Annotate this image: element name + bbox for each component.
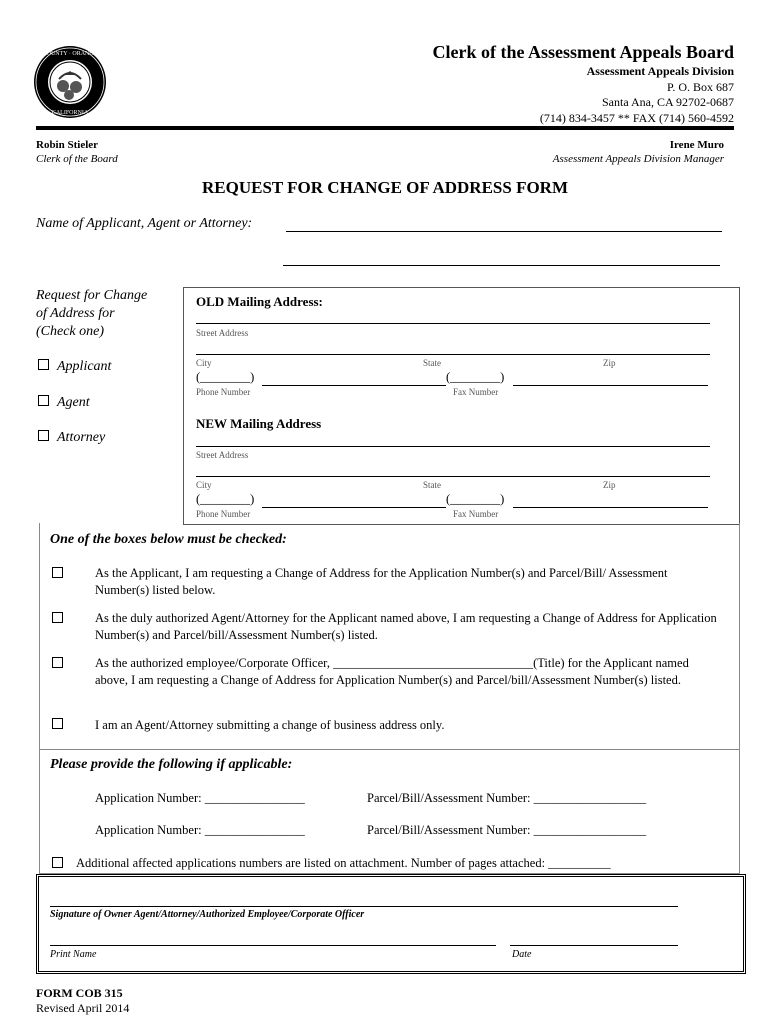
- print-name-field[interactable]: [50, 945, 496, 946]
- header-divider: [36, 126, 734, 130]
- new-city-field[interactable]: [196, 476, 710, 477]
- form-footer: [36, 986, 129, 1016]
- signature-caption: Signature of Owner Agent/Attorney/Authorized Employee/Corporate Officer: [50, 909, 365, 920]
- checkbox[interactable]: [38, 395, 49, 406]
- signature-box: [36, 874, 746, 974]
- new-fax-paren: (________): [446, 492, 505, 506]
- option-3-checkbox[interactable]: [52, 657, 63, 668]
- manager-block: [553, 138, 724, 166]
- org-name: Clerk of the Assessment Appeals Board: [432, 42, 734, 62]
- new-street-caption: Street Address: [196, 450, 249, 460]
- clerk-name: Robin Stieler: [36, 139, 99, 151]
- option-1-text: As the Applicant, I am requesting a Change of Address for the Application Number(s) and Parcel/Bill/ Assessment Number(s) listed below.: [95, 566, 668, 597]
- check-applicant-label: Applicant: [57, 359, 112, 374]
- attachment-text: Additional affected applications numbers are listed on attachment. Number of pages attached: __________: [76, 856, 611, 870]
- applicable-header: Please provide the following if applicable:: [50, 757, 293, 772]
- division-name: Assessment Appeals Division: [586, 64, 734, 78]
- new-fax-field[interactable]: [513, 507, 708, 508]
- old-address-label: OLD Mailing Address:: [196, 294, 323, 309]
- new-phone-caption: Phone Number: [196, 509, 251, 519]
- applicant-name-field-2[interactable]: [283, 265, 720, 266]
- applicant-label: Name of Applicant, Agent or Attorney:: [36, 216, 253, 231]
- form-number: FORM COB 315: [36, 986, 123, 1000]
- clerk-block: [36, 138, 118, 166]
- city-line: Santa Ana, CA 92702-0687: [602, 95, 734, 109]
- new-state-caption: State: [423, 480, 441, 490]
- option-3-text: As the authorized employee/Corporate Officer, ________________________________(Title) for the Applicant named above, I am requesting a Change of Address for Application Number(s) and Parcel/bill/Assessment Number(s) listed.: [95, 656, 689, 687]
- checkbox[interactable]: [38, 359, 49, 370]
- application-number-2[interactable]: Application Number: ________________: [95, 823, 305, 837]
- date-field[interactable]: [510, 945, 678, 946]
- option-4-text: I am an Agent/Attorney submitting a change of business address only.: [95, 718, 445, 732]
- parcel-number-1[interactable]: Parcel/Bill/Assessment Number: __________________: [367, 791, 647, 805]
- signature-field[interactable]: [50, 906, 678, 907]
- old-fax-field[interactable]: [513, 385, 708, 386]
- org-address: [540, 64, 734, 126]
- manager-title: Assessment Appeals Division Manager: [552, 153, 724, 165]
- check-agent-label: Agent: [57, 395, 90, 410]
- old-phone-caption: Phone Number: [196, 387, 251, 397]
- new-fax-caption: Fax Number: [453, 509, 499, 519]
- checkbox[interactable]: [38, 430, 49, 441]
- manager-name: Irene Muro: [669, 139, 724, 151]
- request-label-line-1: Request for Change: [36, 288, 148, 303]
- svg-text:CALIFORNIA: CALIFORNIA: [51, 110, 89, 116]
- request-label-line-2: of Address for: [36, 306, 115, 321]
- option-2-text: As the duly authorized Agent/Attorney for the Applicant named above, I am requesting a Change of Address for Application Number(s) and Parcel/bill/Assessment Number(s) listed.: [95, 611, 717, 642]
- check-agent[interactable]: [38, 395, 90, 411]
- print-name-caption: Print Name: [50, 949, 97, 960]
- option-4-checkbox[interactable]: [52, 718, 63, 729]
- old-state-caption: State: [423, 358, 441, 368]
- old-fax-paren: (________): [446, 370, 505, 384]
- new-phone-field[interactable]: [262, 507, 446, 508]
- old-street-field[interactable]: [196, 323, 710, 324]
- svg-text:COUNTY · ORANGE: COUNTY · ORANGE: [42, 51, 98, 57]
- request-label: [36, 287, 147, 341]
- new-phone-paren: (________): [196, 492, 255, 506]
- revised-date: Revised April 2014: [36, 1001, 130, 1015]
- old-city-caption: City: [196, 358, 212, 368]
- applicant-name-field[interactable]: [286, 231, 722, 232]
- check-attorney-label: Attorney: [57, 430, 106, 445]
- clerk-title: Clerk of the Board: [36, 153, 118, 165]
- option-1-checkbox[interactable]: [52, 567, 63, 578]
- new-street-field[interactable]: [196, 446, 710, 447]
- request-label-line-3: (Check one): [36, 324, 105, 339]
- new-city-caption: City: [196, 480, 212, 490]
- old-phone-paren: (________): [196, 370, 255, 384]
- old-city-field[interactable]: [196, 354, 710, 355]
- old-zip-caption: Zip: [603, 358, 616, 368]
- po-box: P. O. Box 687: [666, 79, 734, 94]
- option-2-checkbox[interactable]: [52, 612, 63, 623]
- old-phone-field[interactable]: [262, 385, 446, 386]
- old-street-caption: Street Address: [196, 328, 249, 338]
- new-zip-caption: Zip: [603, 480, 616, 490]
- form-title: REQUEST FOR CHANGE OF ADDRESS FORM: [201, 178, 568, 197]
- application-number-1[interactable]: Application Number: ________________: [95, 791, 305, 805]
- phone-line: (714) 834-3457 ** FAX (714) 560-4592: [539, 110, 734, 125]
- check-applicant[interactable]: [38, 359, 111, 375]
- check-attorney[interactable]: [38, 430, 105, 446]
- parcel-number-2[interactable]: Parcel/Bill/Assessment Number: __________________: [367, 823, 647, 837]
- old-fax-caption: Fax Number: [453, 387, 499, 397]
- attachment-checkbox[interactable]: [52, 857, 63, 868]
- options-header: One of the boxes below must be checked:: [50, 532, 287, 547]
- new-address-label: NEW Mailing Address: [196, 416, 322, 431]
- county-seal-logo: [33, 45, 107, 119]
- date-caption: Date: [512, 949, 532, 960]
